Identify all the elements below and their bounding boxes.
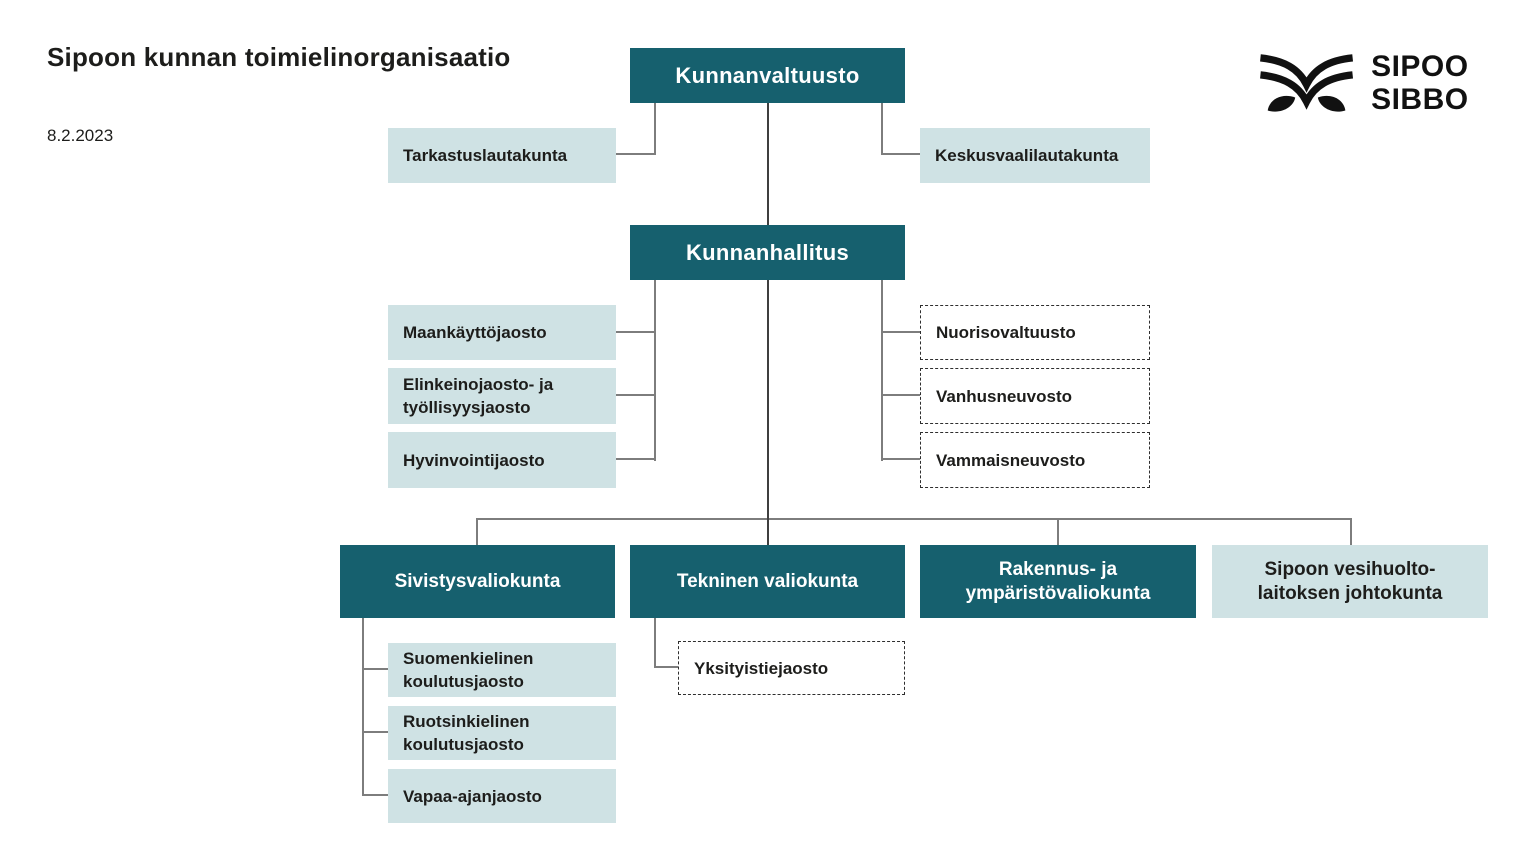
node-label: Sivistysvaliokunta: [394, 570, 561, 592]
connector-line: [476, 518, 478, 546]
connector-line: [1057, 518, 1059, 546]
node-label: Suomenkielinen: [403, 649, 534, 668]
node-label: koulutusjaosto: [403, 735, 524, 754]
connector-line: [654, 103, 656, 155]
page-title-line2: toimielinorganisaatio: [244, 42, 511, 72]
node-tekninen-valiokunta: [630, 545, 905, 618]
node-label: Nuorisovaltuusto: [936, 323, 1076, 342]
node-label: Kunnanvaltuusto: [675, 62, 860, 88]
node-label: Rakennus- ja: [998, 558, 1118, 580]
logo-line2: SIBBO: [1371, 83, 1469, 116]
connector-line: [362, 731, 390, 733]
node-label: Elinkeinojaosto- ja: [403, 375, 554, 394]
node-vammaisneuvosto: [920, 432, 1150, 488]
page-date: 8.2.2023: [47, 126, 114, 145]
node-label: Sipoon vesihuolto-: [1264, 558, 1436, 580]
node-nuorisovaltuusto: [920, 305, 1150, 360]
node-label: koulutusjaosto: [403, 672, 524, 691]
connector-line: [362, 794, 390, 796]
node-label: Yksityistiejaosto: [694, 658, 829, 678]
node-label: Kunnanhallitus: [685, 239, 850, 265]
connector-line: [881, 103, 883, 155]
node-yksityistiejaosto: [678, 641, 905, 695]
node-ruotsinkielinen-koulutusjaosto: [388, 706, 616, 760]
sipoo-logo: [1258, 44, 1536, 122]
connector-line: [616, 394, 656, 396]
node-label: Hyvinvointijaosto: [403, 450, 545, 470]
connector-line: [881, 458, 921, 460]
connector-line: [616, 331, 656, 333]
connector-line: [881, 280, 883, 461]
connector-line: [881, 153, 921, 155]
logo-wordmark: [1371, 50, 1536, 116]
node-label: Vapaa-ajanjaosto: [403, 786, 542, 806]
node-kunnanhallitus: [630, 225, 905, 280]
node-label: Tekninen valiokunta: [676, 570, 859, 592]
node-label: laitoksen johtokunta: [1257, 582, 1443, 604]
node-label: työllisyysjaosto: [403, 398, 531, 417]
node-tarkastuslautakunta: [388, 128, 616, 183]
node-vanhusneuvosto: [920, 368, 1150, 424]
node-sivistysvaliokunta: [340, 545, 615, 618]
node-keskusvaalilautakunta: [920, 128, 1150, 183]
connector-line: [654, 666, 680, 668]
connector-line: [767, 518, 769, 546]
node-label: ympäristövaliokunta: [965, 582, 1151, 604]
node-label: Vammaisneuvosto: [936, 450, 1086, 470]
node-label: Ruotsinkielinen: [403, 712, 530, 731]
connector-line: [654, 618, 656, 668]
connector-line: [767, 280, 769, 520]
node-label: Keskusvaalilautakunta: [935, 146, 1119, 165]
node-kunnanvaltuusto: [630, 48, 905, 103]
page-title: [47, 42, 511, 73]
node-label: Tarkastuslautakunta: [403, 146, 568, 165]
logo-line1: SIPOO: [1371, 50, 1469, 83]
connector-line: [767, 103, 769, 227]
node-maankayttojaosto: [388, 305, 616, 360]
node-rakennus-ymparistovaliokunta: [920, 545, 1196, 618]
node-elinkeinojaosto: [388, 368, 616, 424]
sipoo-bird-icon: [1258, 44, 1355, 122]
connector-line: [476, 518, 1352, 520]
connector-line: [654, 280, 656, 461]
node-vapaa-ajanjaosto: [388, 769, 616, 823]
connector-line: [362, 618, 364, 796]
connector-line: [1350, 518, 1352, 546]
node-label: Vanhusneuvosto: [936, 386, 1073, 406]
node-vesihuoltolaitoksen-johtokunta: [1212, 545, 1488, 618]
connector-line: [881, 331, 921, 333]
connector-line: [616, 153, 656, 155]
connector-line: [362, 668, 390, 670]
node-hyvinvointijaosto: [388, 432, 616, 488]
connector-line: [616, 458, 656, 460]
node-suomenkielinen-koulutusjaosto: [388, 643, 616, 697]
connector-line: [881, 394, 921, 396]
page-title-line1: Sipoon kunnan: [47, 42, 238, 72]
node-label: Maankäyttöjaosto: [403, 323, 547, 342]
